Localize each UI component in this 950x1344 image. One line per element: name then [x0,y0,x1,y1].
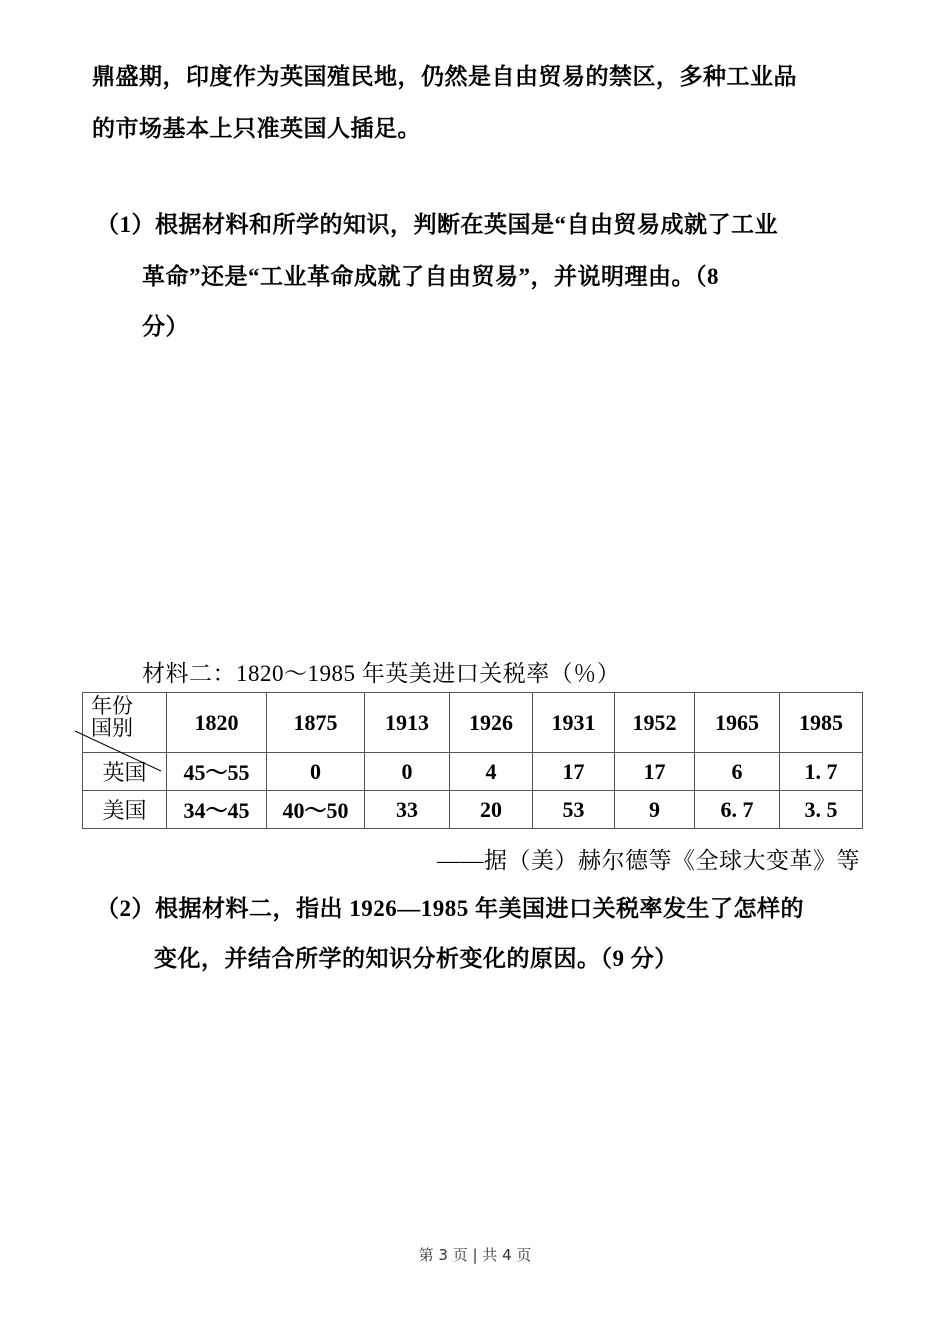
page-footer: 第 3 页 | 共 4 页 [418,1246,532,1264]
year-header: 1913 [365,693,450,753]
year-header: 1965 [695,693,780,753]
year-header: 1931 [533,693,615,753]
year-header: 1875 [267,693,365,753]
table-cell: 20 [450,791,533,829]
country-label: 英国 [83,753,167,791]
table-cell: 45～55 [167,753,267,791]
question-1-line-2: 革命”还是“工业革命成就了自由贸易”，并说明理由。（8 [142,264,719,289]
table-cell: 4 [450,753,533,791]
source-citation: ——据（美）赫尔德等《全球大变革》等 [437,848,860,873]
year-header: 1985 [780,693,863,753]
corner-country-label: 国别 [91,716,133,740]
table-cell: 33 [365,791,450,829]
question-2-line-2: 变化，并结合所学的知识分析变化的原因。（9 分） [154,946,678,971]
table-cell: 3. 5 [780,791,863,829]
table-cell: 17 [615,753,695,791]
table-cell: 6. 7 [695,791,780,829]
table-cell: 17 [533,753,615,791]
table-cell: 40～50 [267,791,365,829]
corner-year-label: 年份 [91,694,133,718]
table-cell: 0 [267,753,365,791]
tariff-table [82,692,863,829]
table-row-us [83,791,863,829]
table-cell: 9 [615,791,695,829]
paragraph-line-1: 鼎盛期，印度作为英国殖民地，仍然是自由贸易的禁区，多种工业品 [92,64,797,89]
table-row-uk [83,753,863,791]
year-header: 1952 [615,693,695,753]
diagonal-line [75,693,175,793]
corner-cell [83,693,167,753]
table-cell: 53 [533,791,615,829]
year-header: 1926 [450,693,533,753]
year-header: 1820 [167,693,267,753]
table-cell: 34～45 [167,791,267,829]
table-header-row [83,693,863,753]
table-cell: 1. 7 [780,753,863,791]
paragraph-line-2: 的市场基本上只准英国人插足。 [92,116,421,141]
table-cell: 6 [695,753,780,791]
question-2-line-1: （2）根据材料二，指出 1926—1985 年美国进口关税率发生了怎样的 [96,896,804,921]
material-2-title: 材料二：1820～1985 年英美进口关税率（％） [142,661,621,686]
question-1-line-1: （1）根据材料和所学的知识，判断在英国是“自由贸易成就了工业 [96,212,778,237]
question-1-line-3: 分） [142,314,189,339]
country-label: 美国 [83,791,167,829]
table-cell: 0 [365,753,450,791]
